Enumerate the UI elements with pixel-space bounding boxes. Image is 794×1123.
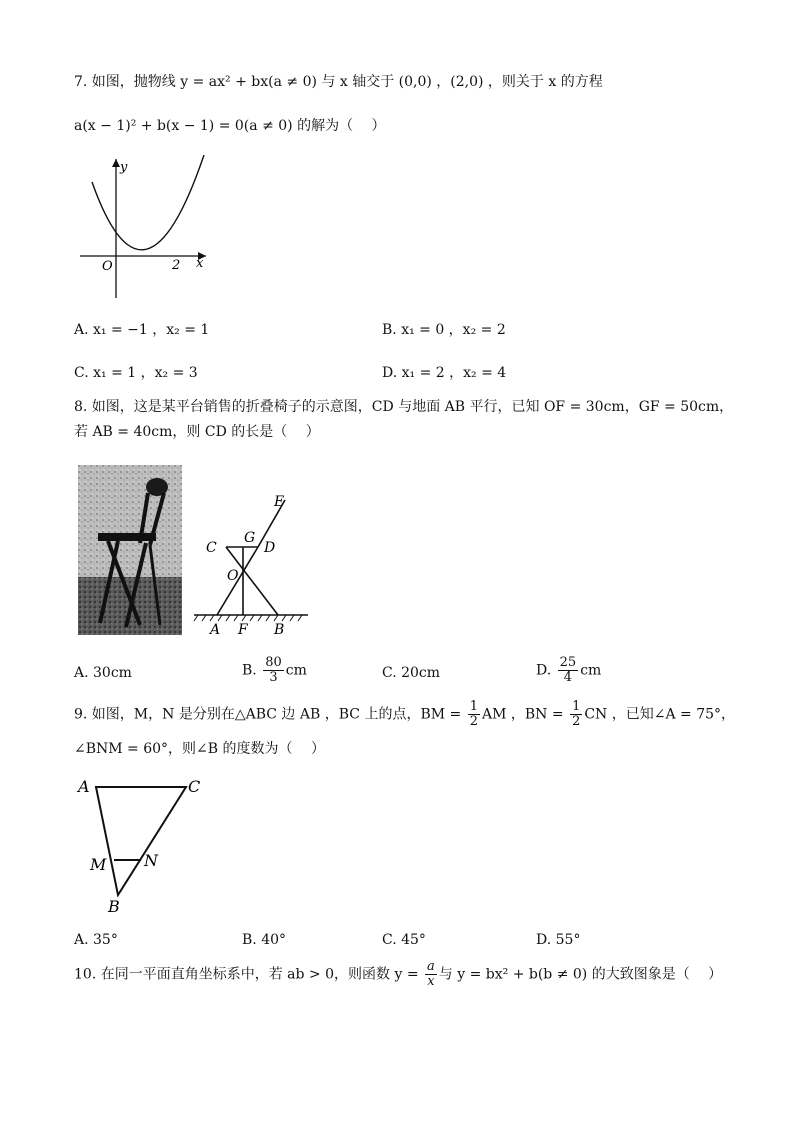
fraction-numerator: 80: [265, 655, 282, 670]
fraction-numerator: 1: [572, 699, 581, 714]
fraction-denominator: 3: [269, 670, 278, 685]
fraction-denominator: 2: [572, 714, 581, 729]
label-e: E: [274, 494, 285, 510]
origin-label: O: [102, 259, 113, 274]
fraction-denominator: 4: [563, 670, 573, 685]
label-b: B: [108, 897, 120, 916]
fraction-numerator: 1: [469, 699, 478, 714]
tick-2-label: 2: [172, 258, 181, 273]
q8-option-d-unit: cm: [580, 662, 602, 679]
label-c: C: [188, 777, 201, 796]
q7-option-c: C. x₁ = 1 ，x₂ = 3: [74, 365, 198, 381]
q9-stem-part-c: CN ，已知∠A = 75°，: [584, 706, 736, 723]
fraction-numerator: 25: [559, 655, 577, 670]
fraction-numerator: a: [427, 959, 435, 974]
q10-stem-line1: [74, 960, 722, 989]
q7-option-d: D. x₁ = 2 ，x₂ = 4: [382, 365, 507, 381]
q9-option-d: D. 55°: [536, 932, 581, 948]
label-a: A: [78, 777, 90, 796]
q7-parabola-graph: [80, 155, 210, 300]
label-m: M: [90, 855, 107, 874]
q8-option-b-fraction: [263, 656, 284, 685]
q9-fraction-half-1: [468, 700, 480, 729]
q10-stem-part-b: 与 y = bx² + b(b ≠ 0) 的大致图象是（ ）: [438, 966, 723, 983]
q8-option-d-prefix: D.: [536, 662, 552, 679]
q9-option-b: B. 40°: [242, 932, 287, 948]
q9-stem-line2: ∠BNM = 60°，则∠B 的度数为（ ）: [74, 741, 325, 757]
q7-option-b: B. x₁ = 0 ，x₂ = 2: [382, 322, 506, 338]
q7-stem-line1: 7. 如图，抛物线 y = ax² + bx(a ≠ 0) 与 x 轴交于 (0,0) ，(2,0) ，则关于 x 的方程: [74, 74, 603, 90]
q8-option-c: C. 20cm: [382, 665, 441, 681]
q8-option-d-fraction: [558, 656, 579, 685]
q8-option-b-prefix: B.: [242, 662, 257, 679]
q8-stem-line2: 若 AB = 40cm，则 CD 的长是（ ）: [74, 424, 320, 440]
q10-stem-part-a: 10. 在同一平面直角坐标系中，若 ab > 0，则函数 y =: [74, 966, 419, 983]
q9-stem-part-b: AM ，BN =: [481, 706, 564, 723]
q10-fraction-a-over-x: [425, 960, 437, 989]
y-label: y: [120, 160, 128, 175]
q9-fraction-half-2: [570, 700, 582, 729]
q9-option-a: A. 35°: [74, 932, 118, 948]
q9-option-c: C. 45°: [382, 932, 426, 948]
q8-stem-line1: 8. 如图，这是某平台销售的折叠椅子的示意图，CD 与地面 AB 平行，已知 OF = 30cm，GF = 50cm，: [74, 399, 734, 415]
folding-chair-photo: [78, 465, 182, 635]
q8-option-d: [536, 656, 601, 685]
q9-triangle-diagram: [74, 770, 214, 918]
fraction-denominator: x: [427, 974, 435, 989]
label-g: G: [244, 530, 256, 546]
label-o: O: [227, 568, 239, 584]
q9-stem-line1: [74, 700, 735, 729]
label-c: C: [206, 540, 217, 556]
q9-stem-part-a: 9. 如图，M，N 是分别在△ABC 边 AB ，BC 上的点，BM =: [74, 706, 462, 723]
label-b: B: [274, 622, 285, 638]
q7-stem-line2: a(x − 1)² + b(x − 1) = 0(a ≠ 0) 的解为（ ）: [74, 118, 386, 134]
q8-option-b-unit: cm: [285, 662, 307, 679]
label-f: F: [238, 622, 248, 638]
q8-option-b: [242, 656, 307, 685]
fraction-denominator: 2: [469, 714, 478, 729]
q8-option-a: A. 30cm: [74, 665, 132, 681]
parabola-curve: [92, 155, 204, 250]
triangle-abc: [96, 787, 186, 895]
q7-option-a: A. x₁ = −1 ，x₂ = 1: [74, 322, 210, 338]
label-a: A: [210, 622, 221, 638]
label-d: D: [264, 540, 276, 556]
x-label: x: [196, 256, 204, 271]
chair-schematic-diagram: [190, 490, 315, 638]
label-n: N: [144, 851, 158, 870]
y-axis-arrow: [112, 159, 120, 167]
